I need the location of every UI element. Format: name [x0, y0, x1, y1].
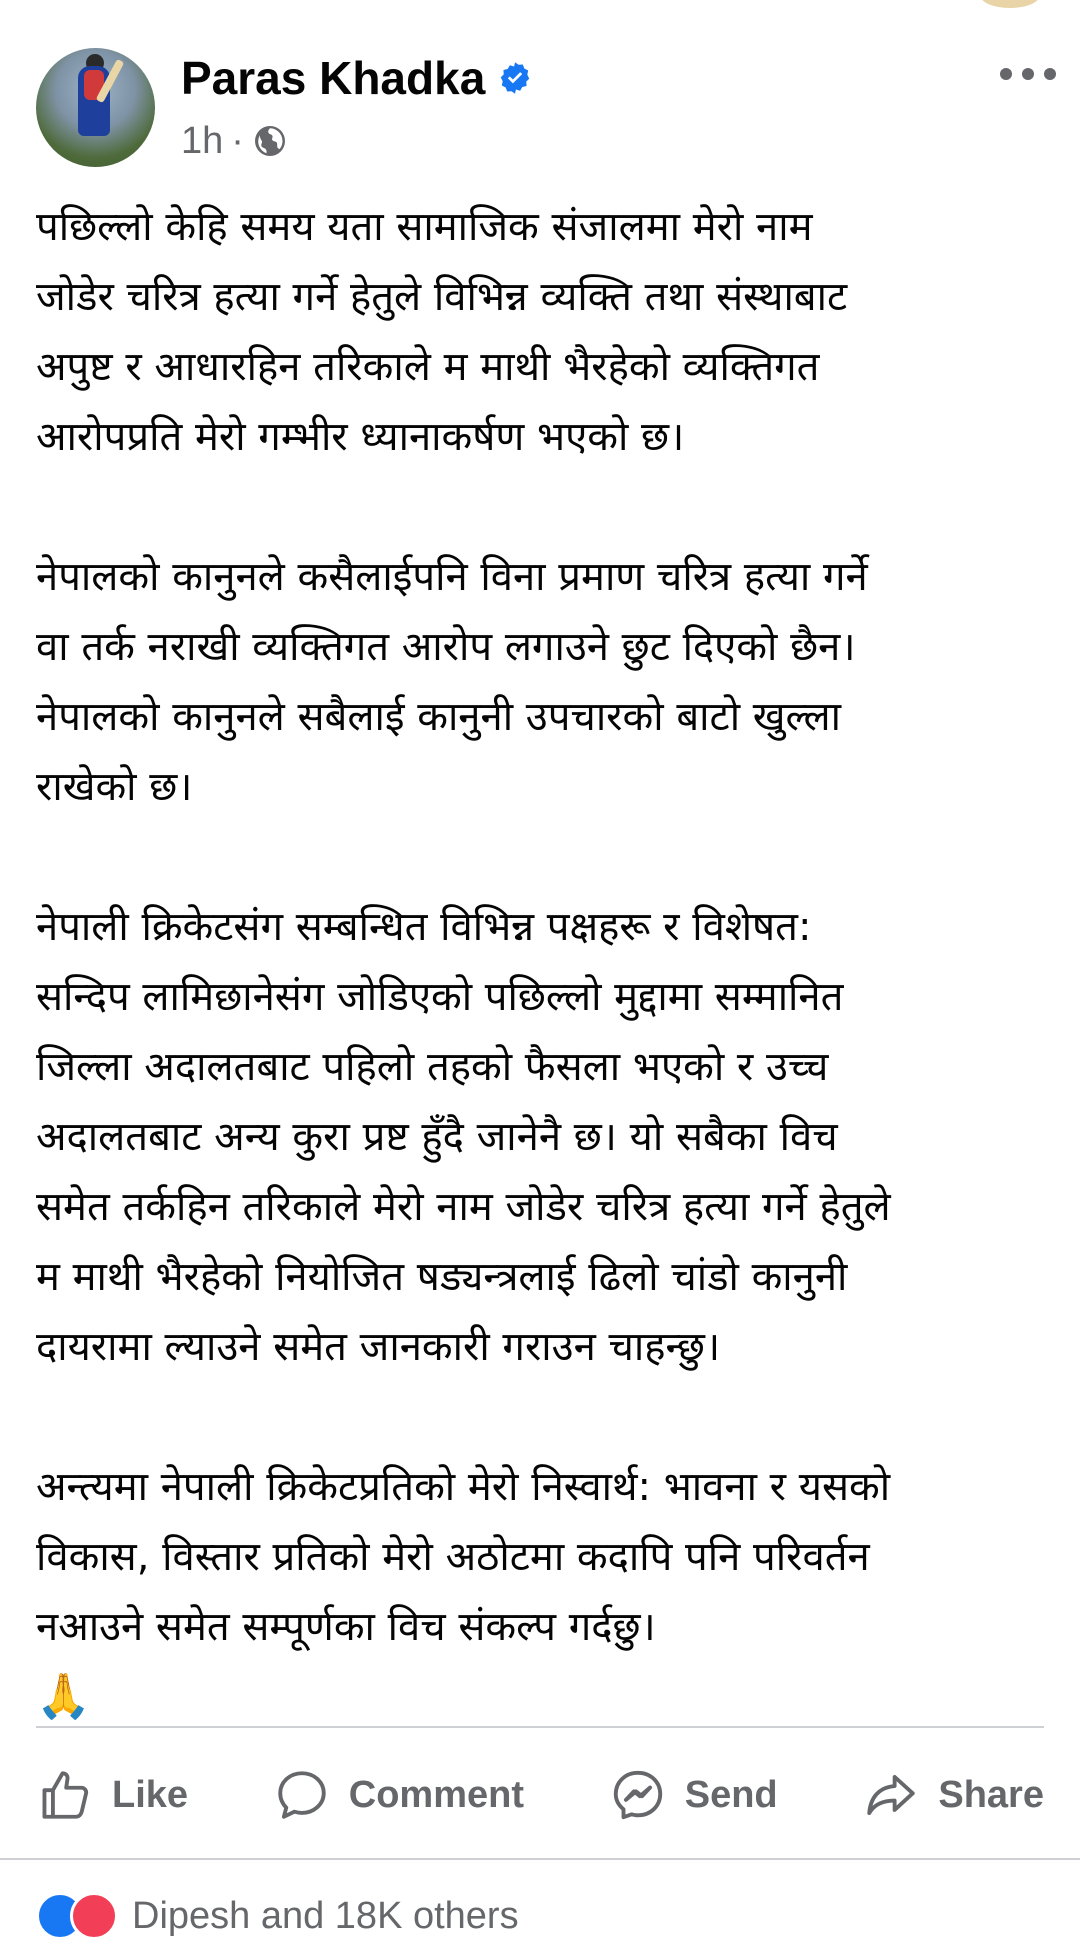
comment-button[interactable]: [273, 1766, 524, 1824]
reactions-summary[interactable]: [36, 1886, 519, 1946]
share-arrow-icon: [862, 1766, 920, 1824]
send-button[interactable]: [609, 1766, 778, 1824]
post-meta: [181, 116, 288, 166]
verified-badge-icon: [497, 60, 533, 96]
post-paragraph: नेपालको कानुनले कसैलाईपनि विना प्रमाण चरित्र हत्या गर्ने वा तर्क नराखी व्यक्तिगत आरोप लगाउने छुट दिएको छैन। नेपालको कानुनले सबैलाई कानुनी उपचारको बाटो खुल्ला राखेको छ।: [36, 554, 868, 810]
like-button[interactable]: [36, 1766, 188, 1824]
love-reaction-icon: [70, 1892, 118, 1940]
partial-element-top: [980, 0, 1040, 8]
thumbs-up-icon: [36, 1766, 94, 1824]
divider: [0, 1858, 1080, 1860]
post-actions: [36, 1755, 1044, 1835]
meta-separator: ·: [231, 119, 244, 162]
comment-label: Comment: [348, 1773, 524, 1816]
send-label: Send: [684, 1773, 778, 1816]
folded-hands-emoji: 🙏: [36, 1671, 91, 1722]
comment-icon: [273, 1766, 331, 1824]
reactions-count: Dipesh and 18K others: [132, 1894, 519, 1937]
divider: [36, 1726, 1044, 1728]
share-label: Share: [938, 1773, 1044, 1816]
share-button[interactable]: [862, 1766, 1044, 1824]
messenger-icon: [609, 1766, 667, 1824]
more-options-icon[interactable]: [1000, 56, 1056, 92]
author-row: [181, 48, 533, 108]
post-time[interactable]: 1h: [181, 119, 224, 162]
post-header: [36, 48, 1056, 168]
post-paragraph: नेपाली क्रिकेटसंग सम्बन्धित विभिन्न पक्षहरू र विशेषत: सन्दिप लामिछानेसंग जोडिएको पछिल्लो मुद्दामा सम्मानित जिल्ला अदालतबाट पहिलो तहको फैसला भएको र उच्च अदालतबाट अन्य कुरा प्रष्ट हुँदै जानेनै छ। यो सबैका विच समेत तर्कहिन तरिकाले मेरो नाम जोडेर चरित्र हत्या गर्ने हेतुले म माथी भैरहेको नियोजित षड्यन्त्रलाई ढिलो चांडो कानुनी दायरामा ल्याउने समेत जानकारी गराउन चाहन्छु।: [36, 904, 891, 1370]
avatar[interactable]: [36, 48, 155, 167]
post-paragraph: अन्त्यमा नेपाली क्रिकेटप्रतिको मेरो निस्वार्थ: भावना र यसको विकास, विस्तार प्रतिको मेरो अठोटमा कदापि पनि परिवर्तन नआउने समेत सम्पूर्णका विच संकल्प गर्दछु।: [36, 1464, 891, 1650]
post-body: [36, 192, 1056, 1732]
post-paragraph: पछिल्लो केहि समय यता सामाजिक संजालमा मेरो नाम जोडेर चरित्र हत्या गर्ने हेतुले विभिन्न व्यक्ति तथा संस्थाबाट अपुष्ट र आधारहिन तरिकाले म माथी भैरहेको व्यक्तिगत आरोपप्रति मेरो गम्भीर ध्यानाकर्षण भएको छ।: [36, 204, 848, 460]
like-label: Like: [112, 1773, 189, 1816]
globe-icon: [252, 123, 288, 159]
author-name[interactable]: Paras Khadka: [181, 52, 486, 104]
